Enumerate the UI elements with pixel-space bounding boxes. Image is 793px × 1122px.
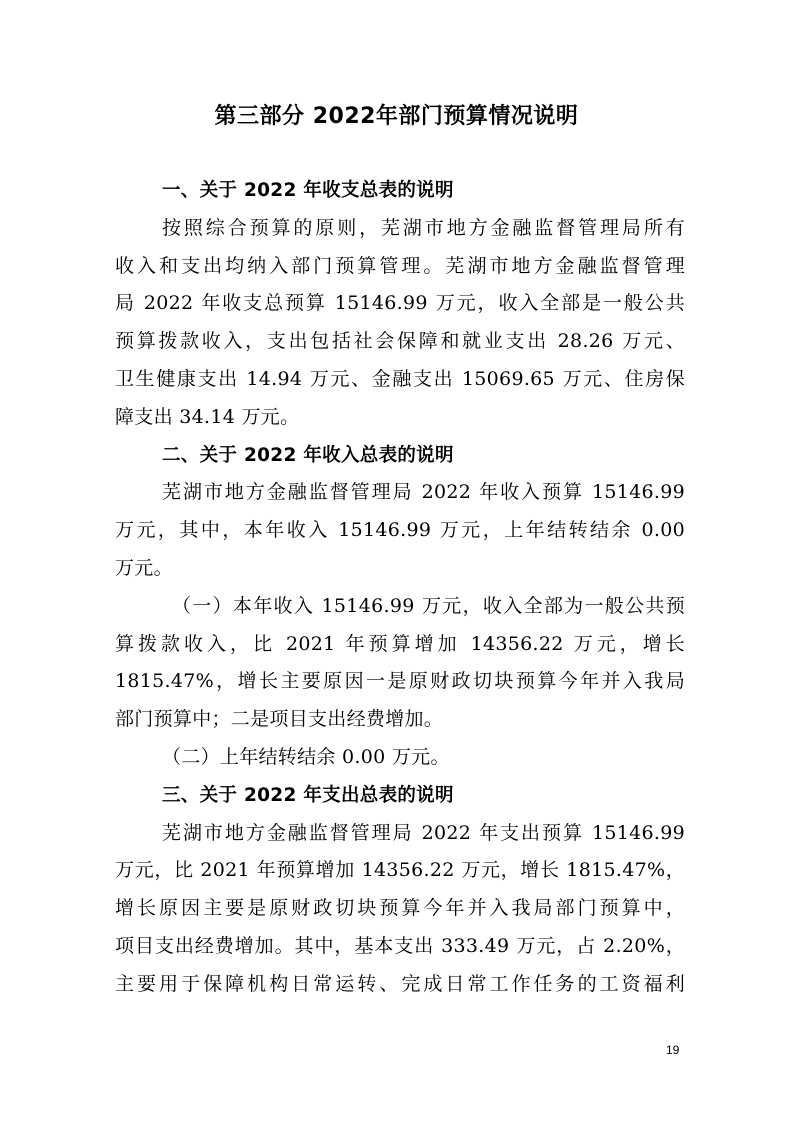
page-title: 第三部分 2022年部门预算情况说明	[214, 104, 579, 129]
paragraph-line: 万元，其中，本年收入 15146.99 万元，上年结转结余 0.00	[115, 519, 685, 542]
paragraph-line: 算拨款收入，比 2021 年预算增加 14356.22 万元，增长	[115, 632, 685, 655]
paragraph-line: 障支出 34.14 万元。	[115, 405, 300, 428]
paragraph-line: 万元，比 2021 年预算增加 14356.22 万元，增长 1815.47%，	[115, 859, 685, 882]
paragraph-line: 预算拨款收入，支出包括社会保障和就业支出 28.26 万元、	[115, 330, 685, 353]
section-heading-3: 三、关于 2022 年支出总表的说明	[162, 784, 454, 806]
paragraph-line: 项目支出经费增加。其中，基本支出 333.49 万元，占 2.20%，	[115, 934, 685, 957]
paragraph-line: 局 2022 年收支总预算 15146.99 万元，收入全部是一般公共	[115, 292, 685, 315]
paragraph-line: （一）本年收入 15146.99 万元，收入全部为一般公共预	[172, 594, 685, 617]
paragraph-line: 芜湖市地方金融监督管理局 2022 年支出预算 15146.99	[162, 821, 685, 844]
paragraph-line: 主要用于保障机构日常运转、完成日常工作任务的工资福利	[115, 972, 685, 995]
body-text	[115, 172, 685, 1004]
page-number: 19	[666, 1043, 680, 1057]
paragraph-line: 芜湖市地方金融监督管理局 2022 年收入预算 15146.99	[162, 481, 685, 504]
paragraph-line: 部门预算中；二是项目支出经费增加。	[115, 708, 444, 731]
section-heading-1: 一、关于 2022 年收支总表的说明	[162, 180, 454, 201]
paragraph-line: 增长原因主要是原财政切块预算今年并入我局部门预算中，	[115, 897, 685, 920]
paragraph-line: 收入和支出均纳入部门预算管理。芜湖市地方金融监督管理	[115, 254, 685, 277]
paragraph-line: 按照综合预算的原则，芜湖市地方金融监督管理局所有	[162, 216, 685, 239]
paragraph-line: （二）上年结转结余 0.00 万元。	[162, 745, 450, 768]
paragraph-line: 1815.47%，增长主要原因一是原财政切块预算今年并入我局	[115, 670, 685, 693]
paragraph-line: 万元。	[115, 556, 173, 579]
section-heading-2: 二、关于 2022 年收入总表的说明	[162, 444, 454, 466]
paragraph-line: 卫生健康支出 14.94 万元、金融支出 15069.65 万元、住房保	[115, 367, 685, 390]
